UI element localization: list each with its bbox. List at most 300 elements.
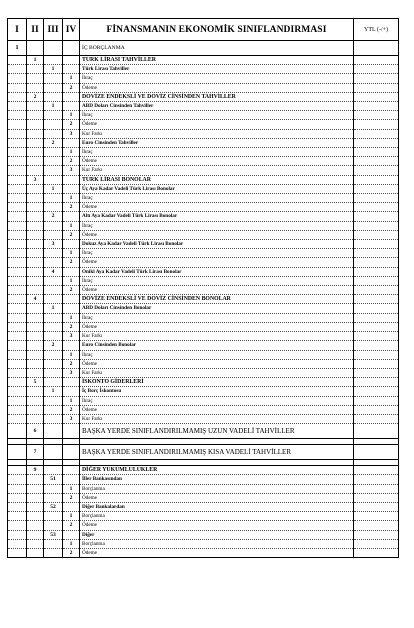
code-c3: 2	[44, 138, 63, 147]
code-c2	[27, 286, 44, 295]
ytl-value-cell	[354, 221, 399, 230]
row-label: Ödeme	[80, 322, 354, 331]
table-row	[8, 368, 399, 377]
ytl-value-cell	[354, 378, 399, 387]
code-c2	[27, 166, 44, 175]
code-c4: 1	[63, 111, 80, 120]
row-label: İhraç	[80, 194, 354, 203]
code-c1	[8, 194, 27, 203]
code-c1	[8, 129, 27, 138]
code-c1	[8, 166, 27, 175]
ytl-value-cell	[354, 65, 399, 74]
code-c4	[63, 212, 80, 221]
ytl-value-cell	[354, 368, 399, 377]
table-row	[8, 111, 399, 120]
row-label: İç Borç İskontosu	[80, 387, 354, 396]
code-c3	[44, 175, 63, 184]
row-label: Ödeme	[80, 157, 354, 166]
row-label: İhraç	[80, 148, 354, 157]
code-c2	[27, 387, 44, 396]
code-c3	[44, 295, 63, 304]
row-label: Borçlanma	[80, 539, 354, 548]
code-c2	[27, 313, 44, 322]
ytl-value-cell	[354, 102, 399, 111]
table-row	[8, 102, 399, 111]
code-c3	[44, 396, 63, 405]
code-c2	[27, 41, 44, 56]
table-row	[8, 184, 399, 193]
code-c2: 2	[27, 92, 44, 101]
code-c4: 2	[63, 548, 80, 557]
code-c2	[27, 74, 44, 83]
code-c3	[44, 512, 63, 521]
code-c1	[8, 74, 27, 83]
table-row	[8, 212, 399, 221]
row-label: Kur Farkı	[80, 166, 354, 175]
ytl-value-cell	[354, 548, 399, 557]
row-label: Borçlanma	[80, 512, 354, 521]
code-c2	[27, 65, 44, 74]
code-c3	[44, 221, 63, 230]
row-label: Ödeme	[80, 548, 354, 557]
code-c4: 3	[63, 129, 80, 138]
code-c2	[27, 368, 44, 377]
code-c4: 1	[63, 148, 80, 157]
code-c1	[8, 539, 27, 548]
code-c1	[8, 212, 27, 221]
table-row	[8, 502, 399, 511]
header-col-I: I	[8, 19, 27, 41]
header-ytl: YTL (-/+)	[354, 19, 399, 41]
table-row	[8, 548, 399, 557]
code-c2: 5	[27, 378, 44, 387]
code-c4: 2	[63, 493, 80, 502]
code-c3	[44, 148, 63, 157]
code-c2	[27, 350, 44, 359]
code-c1	[8, 92, 27, 101]
code-c1	[8, 240, 27, 249]
ytl-value-cell	[354, 56, 399, 65]
ytl-value-cell	[354, 194, 399, 203]
code-c2	[27, 203, 44, 212]
code-c4: 3	[63, 166, 80, 175]
code-c3	[44, 120, 63, 129]
ytl-value-cell	[354, 267, 399, 276]
code-c3	[44, 322, 63, 331]
code-c4: 2	[63, 230, 80, 239]
code-c3	[44, 414, 63, 423]
ytl-value-cell	[354, 493, 399, 502]
ytl-value-cell	[354, 166, 399, 175]
code-c4	[63, 341, 80, 350]
code-c3	[44, 521, 63, 530]
table-row	[8, 240, 399, 249]
code-c2	[27, 322, 44, 331]
row-label: BAŞKA YERDE SINIFLANDIRILMAMIŞ KISA VADELİ TAHVİLLER	[80, 445, 354, 460]
ytl-value-cell	[354, 258, 399, 267]
classification-table	[7, 18, 399, 558]
code-c2: 3	[27, 175, 44, 184]
row-label: Diğer Bankalardan	[80, 502, 354, 511]
code-c1	[8, 530, 27, 539]
row-label: DÖVİZE ENDEKSLİ VE DÖVİZ CİNSİNDEN BONOLAR	[80, 295, 354, 304]
code-c3	[44, 359, 63, 368]
code-c3: 1	[44, 65, 63, 74]
code-c2	[27, 548, 44, 557]
code-c2	[27, 111, 44, 120]
row-label: Ödeme	[80, 230, 354, 239]
code-c2	[27, 530, 44, 539]
code-c1	[8, 102, 27, 111]
ytl-value-cell	[354, 396, 399, 405]
table-row	[8, 175, 399, 184]
header-row	[8, 19, 399, 41]
ytl-value-cell	[354, 424, 399, 439]
code-c3: 3	[44, 240, 63, 249]
code-c1	[8, 424, 27, 439]
code-c3	[44, 74, 63, 83]
code-c3	[44, 539, 63, 548]
table-row	[8, 194, 399, 203]
table-row	[8, 276, 399, 285]
table-row	[8, 221, 399, 230]
code-c3	[44, 157, 63, 166]
code-c3	[44, 111, 63, 120]
code-c3: 2	[44, 212, 63, 221]
code-c1	[8, 304, 27, 313]
code-c4	[63, 378, 80, 387]
ytl-value-cell	[354, 341, 399, 350]
row-label: İSKONTO GİDERLERİ	[80, 378, 354, 387]
code-c4	[63, 295, 80, 304]
table-row	[8, 405, 399, 414]
row-label: Altı Aya Kadar Vadeli Türk Lirası Bonolar	[80, 212, 354, 221]
ytl-value-cell	[354, 313, 399, 322]
table-row	[8, 157, 399, 166]
code-c4	[63, 424, 80, 439]
code-c1	[8, 341, 27, 350]
row-label: Ödeme	[80, 83, 354, 92]
table-row	[8, 424, 399, 439]
row-label: ABD Doları Cinsinden Bonolar	[80, 304, 354, 313]
code-c4: 1	[63, 539, 80, 548]
table-row	[8, 387, 399, 396]
table-row	[8, 295, 399, 304]
table-row	[8, 359, 399, 368]
code-c4: 1	[63, 484, 80, 493]
code-c2	[27, 512, 44, 521]
ytl-value-cell	[354, 203, 399, 212]
code-c2	[27, 102, 44, 111]
table-row	[8, 304, 399, 313]
code-c2	[27, 221, 44, 230]
code-c3	[44, 424, 63, 439]
ytl-value-cell	[354, 175, 399, 184]
ytl-value-cell	[354, 249, 399, 258]
ytl-value-cell	[354, 286, 399, 295]
table-row	[8, 512, 399, 521]
code-c3	[44, 249, 63, 258]
code-c4: 2	[63, 120, 80, 129]
code-c2	[27, 502, 44, 511]
code-c2: 6	[27, 424, 44, 439]
ytl-value-cell	[354, 157, 399, 166]
row-label: Ödeme	[80, 521, 354, 530]
code-c1: 1	[8, 41, 27, 56]
ytl-value-cell	[354, 359, 399, 368]
code-c1	[8, 203, 27, 212]
row-label: DÖVİZE ENDEKSLİ VE DÖVİZ CİNSİNDEN TAHVİLLER	[80, 92, 354, 101]
code-c3: 1	[44, 387, 63, 396]
code-c3: 1	[44, 304, 63, 313]
ytl-value-cell	[354, 120, 399, 129]
ytl-value-cell	[354, 539, 399, 548]
code-c4	[63, 445, 80, 460]
code-c4	[63, 175, 80, 184]
row-label: Euro Cinsinden Bonolar	[80, 341, 354, 350]
code-c4	[63, 466, 80, 475]
code-c3	[44, 378, 63, 387]
code-c4	[63, 184, 80, 193]
row-label: İhraç	[80, 249, 354, 258]
code-c1	[8, 148, 27, 157]
code-c1	[8, 396, 27, 405]
code-c1	[8, 65, 27, 74]
code-c2	[27, 120, 44, 129]
code-c2	[27, 212, 44, 221]
code-c1	[8, 475, 27, 484]
row-label: Diğer	[80, 530, 354, 539]
code-c2	[27, 230, 44, 239]
code-c1	[8, 484, 27, 493]
code-c1	[8, 368, 27, 377]
code-c3	[44, 405, 63, 414]
table-row	[8, 120, 399, 129]
code-c2	[27, 405, 44, 414]
code-c2	[27, 240, 44, 249]
code-c4	[63, 304, 80, 313]
code-c2	[27, 249, 44, 258]
row-label: BAŞKA YERDE SINIFLANDIRILMAMIŞ UZUN VADELİ TAHVİLLER	[80, 424, 354, 439]
code-c1	[8, 230, 27, 239]
table-row	[8, 350, 399, 359]
code-c3	[44, 548, 63, 557]
code-c1	[8, 120, 27, 129]
code-c4	[63, 387, 80, 396]
code-c3	[44, 276, 63, 285]
code-c4	[63, 92, 80, 101]
table-row	[8, 230, 399, 239]
code-c3	[44, 194, 63, 203]
table-row	[8, 65, 399, 74]
code-c4: 2	[63, 157, 80, 166]
row-label: Ödeme	[80, 359, 354, 368]
ytl-value-cell	[354, 276, 399, 285]
table-row	[8, 521, 399, 530]
code-c2	[27, 396, 44, 405]
code-c1	[8, 249, 27, 258]
code-c1	[8, 56, 27, 65]
code-c4: 1	[63, 313, 80, 322]
code-c1	[8, 405, 27, 414]
code-c4	[63, 475, 80, 484]
code-c1	[8, 295, 27, 304]
code-c4: 3	[63, 332, 80, 341]
code-c1	[8, 184, 27, 193]
table-row	[8, 414, 399, 423]
row-label: Ödeme	[80, 203, 354, 212]
code-c3: 2	[44, 341, 63, 350]
row-label: Kur Farkı	[80, 129, 354, 138]
ytl-value-cell	[354, 405, 399, 414]
code-c3	[44, 368, 63, 377]
ytl-value-cell	[354, 83, 399, 92]
code-c1	[8, 502, 27, 511]
code-c4: 1	[63, 350, 80, 359]
table-row	[8, 484, 399, 493]
code-c1	[8, 350, 27, 359]
code-c3	[44, 313, 63, 322]
code-c4: 2	[63, 359, 80, 368]
code-c3	[44, 166, 63, 175]
code-c3: 52	[44, 502, 63, 511]
code-c1	[8, 175, 27, 184]
table-row	[8, 166, 399, 175]
code-c2	[27, 332, 44, 341]
code-c4	[63, 102, 80, 111]
ytl-value-cell	[354, 350, 399, 359]
ytl-value-cell	[354, 387, 399, 396]
code-c1	[8, 521, 27, 530]
code-c1	[8, 332, 27, 341]
table-row	[8, 249, 399, 258]
code-c1	[8, 111, 27, 120]
table-row	[8, 286, 399, 295]
table-row	[8, 138, 399, 147]
code-c3: 53	[44, 530, 63, 539]
row-label: Ödeme	[80, 120, 354, 129]
code-c4: 1	[63, 194, 80, 203]
table-row	[8, 493, 399, 502]
code-c2	[27, 157, 44, 166]
ytl-value-cell	[354, 138, 399, 147]
code-c4	[63, 41, 80, 56]
code-c2: 9	[27, 466, 44, 475]
code-c3	[44, 493, 63, 502]
code-c1	[8, 267, 27, 276]
code-c2	[27, 493, 44, 502]
code-c4	[63, 267, 80, 276]
table-row	[8, 445, 399, 460]
code-c4	[63, 65, 80, 74]
row-label: İhraç	[80, 276, 354, 285]
code-c1	[8, 493, 27, 502]
code-c1	[8, 548, 27, 557]
ytl-value-cell	[354, 445, 399, 460]
row-label: İhraç	[80, 221, 354, 230]
row-label: DİĞER YÜKÜMLÜLÜKLER	[80, 466, 354, 475]
row-label: Onikl Aya Kadar Vadeli Türk Lirası Bonolar	[80, 267, 354, 276]
row-label: Ödeme	[80, 258, 354, 267]
ytl-value-cell	[354, 240, 399, 249]
row-label: Kur Farkı	[80, 368, 354, 377]
table-row	[8, 466, 399, 475]
table-row	[8, 313, 399, 322]
code-c1	[8, 378, 27, 387]
table-row	[8, 92, 399, 101]
code-c3	[44, 332, 63, 341]
code-c2	[27, 83, 44, 92]
code-c4: 2	[63, 203, 80, 212]
header-col-IV: IV	[63, 19, 80, 41]
table-row	[8, 530, 399, 539]
code-c1	[8, 138, 27, 147]
code-c2: 1	[27, 56, 44, 65]
code-c2	[27, 484, 44, 493]
code-c4: 1	[63, 276, 80, 285]
code-c1	[8, 512, 27, 521]
row-label: Euro Cinsinden Tahviller	[80, 138, 354, 147]
table-row	[8, 129, 399, 138]
row-label: İhraç	[80, 111, 354, 120]
code-c3	[44, 258, 63, 267]
code-c3	[44, 286, 63, 295]
ytl-value-cell	[354, 212, 399, 221]
code-c3	[44, 92, 63, 101]
table-row	[8, 148, 399, 157]
code-c4: 2	[63, 286, 80, 295]
code-c3	[44, 350, 63, 359]
code-c4: 1	[63, 74, 80, 83]
table-row	[8, 475, 399, 484]
row-label: Dokuz Aya Kadar Vadeli Türk Lirası Bonolar	[80, 240, 354, 249]
code-c1	[8, 83, 27, 92]
ytl-value-cell	[354, 466, 399, 475]
code-c2	[27, 148, 44, 157]
table-row	[8, 322, 399, 331]
code-c4: 3	[63, 414, 80, 423]
code-c2	[27, 341, 44, 350]
ytl-value-cell	[354, 414, 399, 423]
code-c4: 1	[63, 396, 80, 405]
code-c4: 3	[63, 368, 80, 377]
code-c4	[63, 56, 80, 65]
code-c3	[44, 129, 63, 138]
code-c1	[8, 387, 27, 396]
table-row	[8, 539, 399, 548]
header-col-III: III	[44, 19, 63, 41]
row-label: İller Bankasından	[80, 475, 354, 484]
code-c3	[44, 484, 63, 493]
code-c2	[27, 304, 44, 313]
code-c2	[27, 258, 44, 267]
row-label: Türk Lirası Tahviller	[80, 65, 354, 74]
code-c4: 2	[63, 322, 80, 331]
ytl-value-cell	[354, 502, 399, 511]
code-c2	[27, 475, 44, 484]
code-c1	[8, 414, 27, 423]
ytl-value-cell	[354, 475, 399, 484]
code-c1	[8, 157, 27, 166]
code-c2: 4	[27, 295, 44, 304]
code-c1	[8, 359, 27, 368]
table-row	[8, 56, 399, 65]
code-c2	[27, 184, 44, 193]
code-c3	[44, 445, 63, 460]
code-c2	[27, 194, 44, 203]
code-c4	[63, 530, 80, 539]
row-label: İÇ BORÇLANMA	[80, 41, 354, 56]
